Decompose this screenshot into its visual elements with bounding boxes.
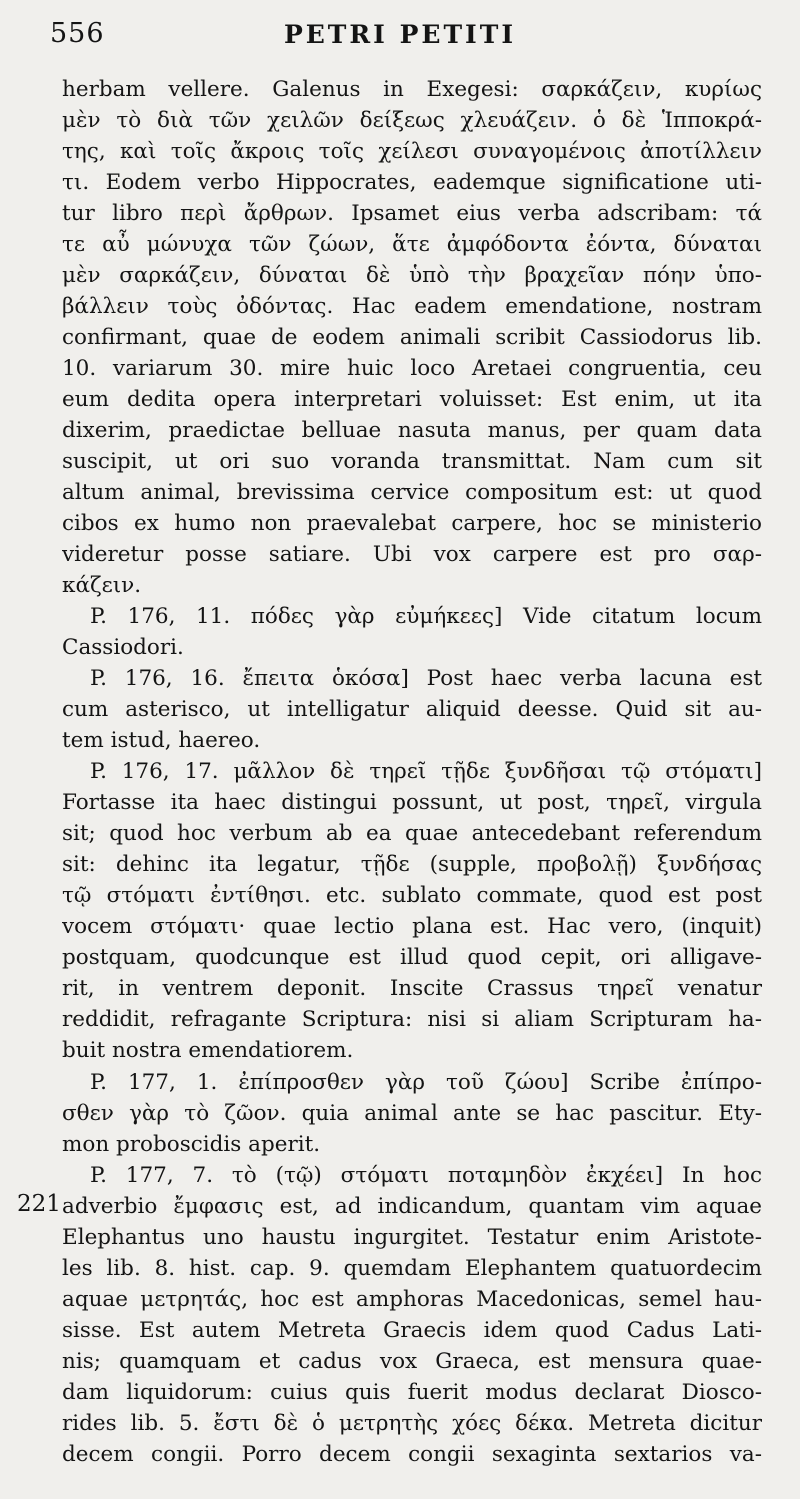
text-line: tur libro περὶ ἄρθρων. Ipsamet eius verba adscribam: τά	[62, 201, 762, 227]
text-line: dam liquidorum: cuius quis fuerit modus declarat Diosco-	[62, 1379, 762, 1405]
text-line: βάλλειν τοὺς ὀδόντας. Hac eadem emendatione, nostram	[62, 294, 762, 320]
text-line: herbam vellere. Galenus in Exegesi: σαρκάζειν, κυρίως	[62, 77, 762, 102]
text-line: P. 177, 1. ἐπίπροσθεν γὰρ τοῦ ζώου] Scribe ἐπίπρο-	[90, 1069, 762, 1095]
text-line: P. 177, 7. τὸ (τῷ) στόματι ποταμηδὸν ἐκχέει] In hoc	[90, 1162, 762, 1188]
text-line: tem istud, haereo.	[62, 728, 261, 754]
page-footer-area	[0, 1465, 800, 1495]
text-line: sisse. Est autem Metreta Graecis idem quod Cadus Lati-	[62, 1317, 762, 1343]
text-line: rit, in ventrem deponit. Inscite Crassus τηρεῖ venatur	[62, 976, 762, 1002]
text-line: videretur posse satiare. Ubi vox carpere est pro σαρ-	[62, 542, 762, 568]
running-head: PETRI PETITI	[283, 20, 517, 49]
text-line: sit; quod hoc verbum ab ea quae antecedebant referendum	[62, 821, 762, 847]
text-line: P. 176, 17. μᾶλλον δὲ τηρεῖ τῇδε ξυνδῆσαι τῷ στόματι]	[90, 759, 762, 785]
text-line: confirmant, quae de eodem animali scribit Cassiodorus lib.	[62, 325, 762, 351]
text-line: decem congii. Porro decem congii sexaginta sextarios va-	[62, 1441, 762, 1467]
text-line: cum asterisco, ut intelligatur aliquid deesse. Quid sit au-	[62, 697, 762, 723]
text-line: P. 176, 11. πόδες γὰρ εὐμήκεες] Vide citatum locum	[90, 604, 762, 630]
text-line: Fortasse ita haec distingui possunt, ut post, τηρεῖ, virgula	[62, 790, 762, 816]
text-line: nis; quamquam et cadus vox Graeca, est mensura quae-	[62, 1348, 762, 1374]
text-line: 10. variarum 30. mire huic loco Aretaei congruentia, ceu	[62, 356, 762, 382]
text-line: κάζειν.	[62, 573, 142, 599]
text-line: les lib. 8. hist. cap. 9. quemdam Elephantem quatuordecim	[62, 1255, 762, 1281]
text-line: τι. Eodem verbo Hippocrates, eademque significatione uti-	[62, 170, 762, 196]
text-line: vocem στόματι· quae lectio plana est. Hac vero, (inquit)	[62, 914, 762, 940]
text-line: μὲν τὸ διὰ τῶν χειλῶν δείξεως χλευάζειν. ὁ δὲ Ἱπποκρά-	[62, 108, 762, 134]
margin-number: 221	[17, 1191, 61, 1217]
text-line: cibos ex humo non praevalebat carpere, hoc se ministerio	[62, 511, 762, 537]
text-line: rides lib. 5. ἔστι δὲ ὁ μετρητὴς χόες δέκα. Metreta dicitur	[62, 1410, 762, 1436]
text-line: mon proboscidis aperit.	[62, 1131, 321, 1157]
text-line: τε αὖ μώνυχα τῶν ζώων, ἅτε ἀμφόδοντα ἐόντα, δύναται	[62, 232, 762, 258]
text-line: altum animal, brevissima cervice compositum est: ut quod	[62, 480, 762, 506]
text-line: adverbio ἔμφασις est, ad indicandum, quantam vim aquae	[62, 1193, 762, 1219]
text-line: P. 176, 16. ἔπειτα ὁκόσα] Post haec verba lacuna est	[90, 666, 762, 692]
text-line: της, καὶ τοῖς ἄκροις τοῖς χείλεσι συναγομένοις ἀποτίλλειν	[62, 139, 762, 165]
body-text	[62, 74, 762, 1470]
text-line: sit: dehinc ita legatur, τῇδε (supple, προβολῇ) ξυνδήσας	[62, 852, 762, 878]
text-line: suscipit, ut ori suo voranda transmittat. Nam cum sit	[62, 449, 762, 475]
text-line: reddidit, refragante Scriptura: nisi si aliam Scripturam ha-	[62, 1007, 762, 1033]
text-line: postquam, quodcunque est illud quod cepit, ori alligave-	[62, 945, 762, 971]
text-line: buit nostra emendatiorem.	[62, 1038, 354, 1064]
page-header	[0, 16, 800, 56]
text-line: aquae μετρητάς, hoc est amphoras Macedonicas, semel hau-	[62, 1286, 762, 1312]
text-line: σθεν γὰρ τὸ ζῶον. quia animal ante se hac pascitur. Ety-	[62, 1100, 762, 1126]
text-line: Elephantus uno haustu ingurgitet. Testatur enim Aristote-	[62, 1224, 762, 1250]
text-line: eum dedita opera interpretari voluisset: Est enim, ut ita	[62, 387, 762, 413]
text-line: μὲν σαρκάζειν, δύναται δὲ ὑπὸ τὴν βραχεῖαν πόην ὑπο-	[62, 263, 762, 289]
text-line: dixerim, praedictae belluae nasuta manus, per quam data	[62, 418, 762, 444]
text-line: Cassiodori.	[62, 635, 184, 661]
text-line: τῷ στόματι ἐντίθησι. etc. sublato commate, quod est post	[62, 883, 762, 909]
page-number: 556	[50, 18, 105, 49]
